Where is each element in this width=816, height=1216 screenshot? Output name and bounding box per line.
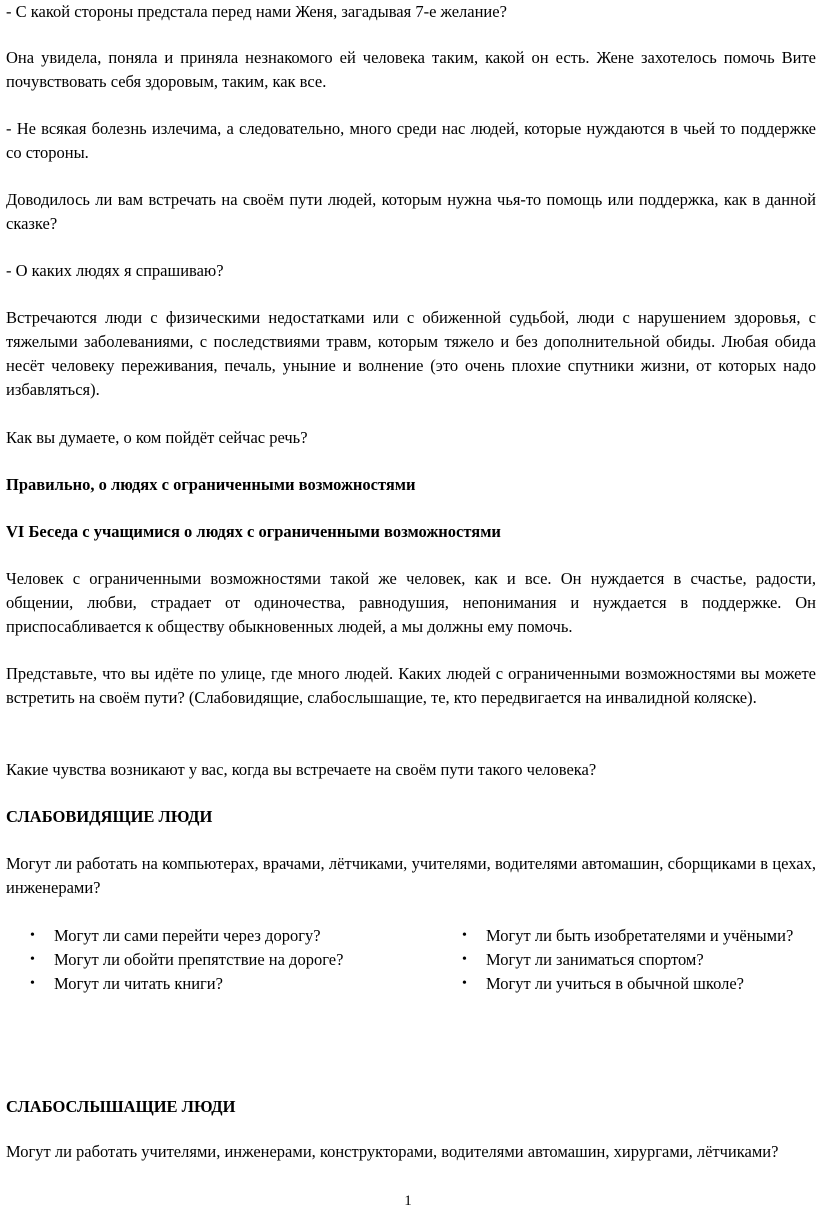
paragraph-illness: - Не всякая болезнь излечима, а следовательно, много среди нас людей, которые нуждаются в чьей то поддержке со стороны. [6, 119, 816, 162]
list-item: • Могут ли быть изобретателями и учёными? [462, 924, 816, 948]
page-number: 1 [404, 1193, 412, 1209]
paragraph-which-people: - О каких людях я спрашиваю? [6, 261, 224, 280]
bullet-icon: • [462, 976, 467, 991]
list-item: • Могут ли обойти препятствие на дороге? [30, 948, 430, 972]
list-item: • Могут ли учиться в обычной школе? [462, 972, 816, 996]
list-left [30, 924, 430, 996]
paragraph-who-next: Как вы думаете, о ком пойдёт сейчас речь? [6, 428, 308, 447]
bullet-icon: • [462, 928, 467, 943]
paragraph-imagine-street: Представьте, что вы идёте по улице, где много людей. Каких людей с ограниченными возможностями вы можете встретить на своём пути? (Слабовидящие, слабослышащие, те, кто передвигается на инвалидной коляске). [6, 664, 816, 707]
paragraph-hearing-impaired-work: Могут ли работать учителями, инженерами, конструкторами, водителями автомашин, хирургами, лётчиками? [6, 1142, 779, 1161]
list-item: • Могут ли читать книги? [30, 972, 430, 996]
bullet-icon: • [462, 952, 467, 967]
paragraph-people-with-disabilities: Встречаются люди с физическими недостатками или с обиженной судьбой, люди с нарушением здоровья, с тяжелыми заболеваниями, с последствиями травм, которым тяжело и без дополнительной обиды. Любая обида несёт человеку переживания, печаль, уныние и волнение (это очень плохие спутники жизни, от которых надо избавляться). [6, 308, 816, 399]
list-right [462, 924, 816, 996]
bullet-icon: • [30, 952, 35, 967]
section-heading-conversation: VI Беседа с учащимися о людях с ограниченными возможностями [6, 522, 501, 541]
bullet-icon: • [30, 928, 35, 943]
paragraph-question-wish: - С какой стороны предстала перед нами Женя, загадывая 7-е желание? [6, 2, 507, 21]
paragraph-person-same-as-all: Человек с ограниченными возможностями такой же человек, как и все. Он нуждается в счастье, радости, общении, любви, страдает от одиночества, равнодушия, непонимания и нуждается в поддержке. Он приспосабливается к обществу обыкновенных людей, а мы должны ему помочь. [6, 569, 816, 636]
heading-hearing-impaired: СЛАБОСЛЫШАЩИЕ ЛЮДИ [6, 1097, 236, 1116]
heading-visually-impaired: СЛАБОВИДЯЩИЕ ЛЮДИ [6, 807, 213, 826]
paragraph-correct-answer: Правильно, о людях с ограниченными возможностями [6, 475, 416, 494]
paragraph-feelings: Какие чувства возникают у вас, когда вы встречаете на своём пути такого человека? [6, 760, 597, 779]
bullet-icon: • [30, 976, 35, 991]
list-item: • Могут ли сами перейти через дорогу? [30, 924, 430, 948]
list-item: • Могут ли заниматься спортом? [462, 948, 816, 972]
paragraph-visually-impaired-work: Могут ли работать на компьютерах, врачами, лётчиками, учителями, водителями автомашин, сборщиками в цехах, инженерами? [6, 854, 816, 897]
paragraph-have-you-met: Доводилось ли вам встречать на своём пути людей, которым нужна чья-то помощь или поддержка, как в данной сказке? [6, 190, 816, 233]
paragraph-zhenya-understood: Она увидела, поняла и приняла незнакомого ей человека таким, какой он есть. Жене захотелось помочь Вите почувствовать себя здоровым, таким, как все. [6, 48, 816, 91]
